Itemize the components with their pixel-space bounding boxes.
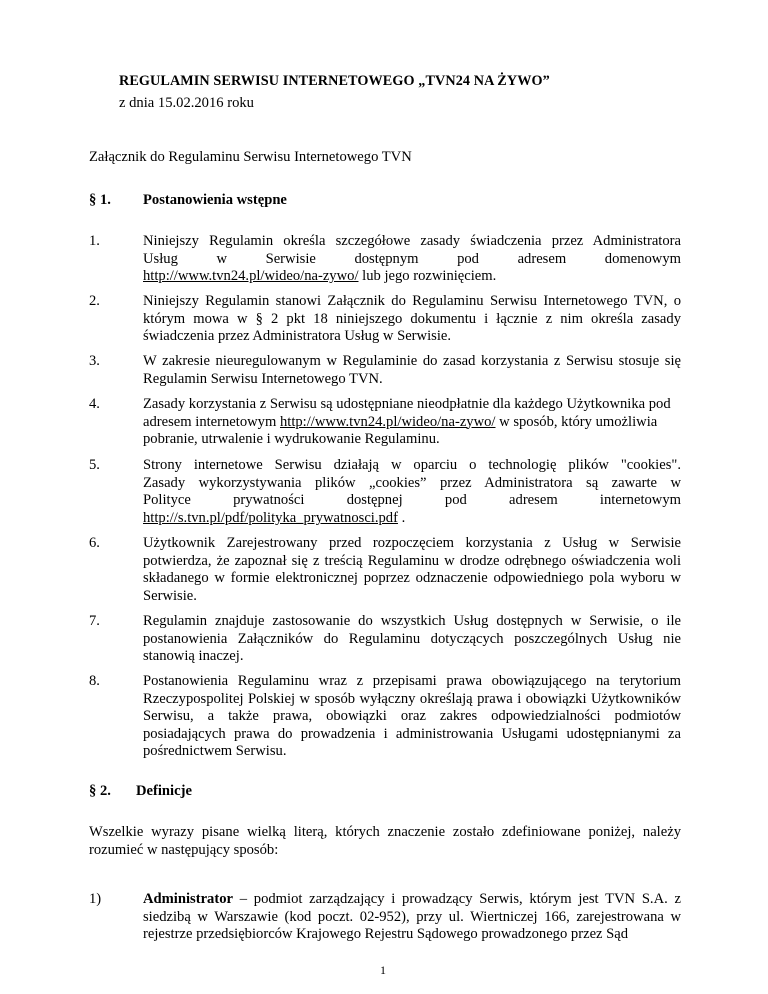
item-1-text [143,233,681,286]
item-6-number: 6. [89,535,100,551]
section-1-title: Postanowienia wstępne [143,192,287,208]
item-1-number: 1. [89,233,100,249]
section-2-intro: Wszelkie wyrazy pisane wielką literą, których znaczenie zostało zdefiniowane poniżej, należy rozumieć w następujący sposób: [89,824,681,858]
item-7-number: 7. [89,613,100,629]
page-number: 1 [380,963,386,977]
item-8-text: Postanowienia Regulaminu wraz z przepisami prawa obowiązującego na terytorium Rzeczypospolitej Polskiej w sposób wyłączny określają prawa i obowiązki Użytkowników Serwisu, a także prawa, obowiązki oraz zakres odpowiedzialności podmiotów posiadających prawa do prowadzenia i administrowania Usługami udostępnianymi za pośrednictwem Serwisu. [143,673,681,760]
definition-1-body: – podmiot zarządzający i prowadzący Serwis, którym jest TVN S.A. z siedzibą w Warszawie (kod poczt. 02-952), przy ul. Wiertniczej 166, zarejestrowana w rejestrze przedsiębiorców Krajowego Rejestru Sądowego prowadzonego przez Sąd [143,891,681,943]
section-2-title: Definicje [136,783,192,799]
definition-1-number: 1) [89,891,102,907]
item-5-line-4-rest: . [397,509,406,526]
section-1-number: § 1. [89,192,111,208]
document-title: REGULAMIN SERWISU INTERNETOWEGO „TVN24 NA ŻYWO” [119,73,550,89]
definition-1-text [143,891,681,944]
item-5-line-1: Strony internetowe Serwisu działają w oparciu o technologię plików "cookies". [143,457,681,473]
privacy-policy-link[interactable]: http://s.tvn.pl/pdf/polityka_prywatnosci.pdf [143,509,398,526]
item-1-line-2: Usług w Serwisie dostępnym pod adresem domenowym [143,250,681,267]
item-5-line-2: Zasady wykorzystywania plików „cookies” przez Administratora są zawarte w [143,474,681,491]
item-4-text-start: Zasady korzystania z Serwisu są udostępniane nieodpłatnie dla każdego Użytkownika pod adresem internetowym [143,396,671,430]
document-date: z dnia 15.02.2016 roku [119,95,254,111]
item-2-number: 2. [89,293,100,309]
item-5-text [143,457,681,527]
item-3-number: 3. [89,353,100,369]
item-2-text: Niniejszy Regulamin stanowi Załącznik do Regulaminu Serwisu Internetowego TVN, o którym mowa w § 2 pkt 18 niniejszego dokumentu i łącznie z nim określa zasady świadczenia przez Administratora Usług w Serwisie. [143,293,681,345]
item-3-text: W zakresie nieuregulowanym w Regulaminie do zasad korzystania z Serwisu stosuje się Regulamin Serwisu Internetowego TVN. [143,353,681,387]
item-4-text [143,396,681,449]
item-8-number: 8. [89,673,100,689]
item-6-text: Użytkownik Zarejestrowany przed rozpoczęciem korzystania z Usług w Serwisie potwierdza, że zapoznał się z treścią Regulaminu w drodze odrębnego oświadczenia woli składanego w formie elektronicznej poprzez odznaczenie odpowiedniego pola wyboru w Serwisie. [143,535,681,604]
tvn24-live-link[interactable]: http://www.tvn24.pl/wideo/na-zywo/ [143,268,359,285]
tvn24-live-link-2[interactable]: http://www.tvn24.pl/wideo/na-zywo/ [279,413,496,430]
item-1-line-3-rest: lub jego rozwinięciem. [358,268,497,285]
definition-1-term: Administrator [143,891,233,907]
section-2-number: § 2. [89,783,111,799]
annex-title: Załącznik do Regulaminu Serwisu Internetowego TVN [89,149,412,165]
item-7-text: Regulamin znajduje zastosowanie do wszystkich Usług dostępnych w Serwisie, o ile postanowienia Załączników do Regulaminu dotyczących poszczególnych Usług nie stanowią inaczej. [143,613,681,665]
item-5-number: 5. [89,457,100,473]
item-4-text-end: w sposób, który umożliwia pobranie, utrwalenie i wydrukowanie Regulaminu. [143,413,658,448]
item-5-line-3: Polityce prywatności dostępnej pod adresem internetowym [143,492,681,509]
item-4-number: 4. [89,396,100,412]
item-1-line-1: Niniejszy Regulamin określa szczegółowe zasady świadczenia przez Administratora [143,233,681,249]
